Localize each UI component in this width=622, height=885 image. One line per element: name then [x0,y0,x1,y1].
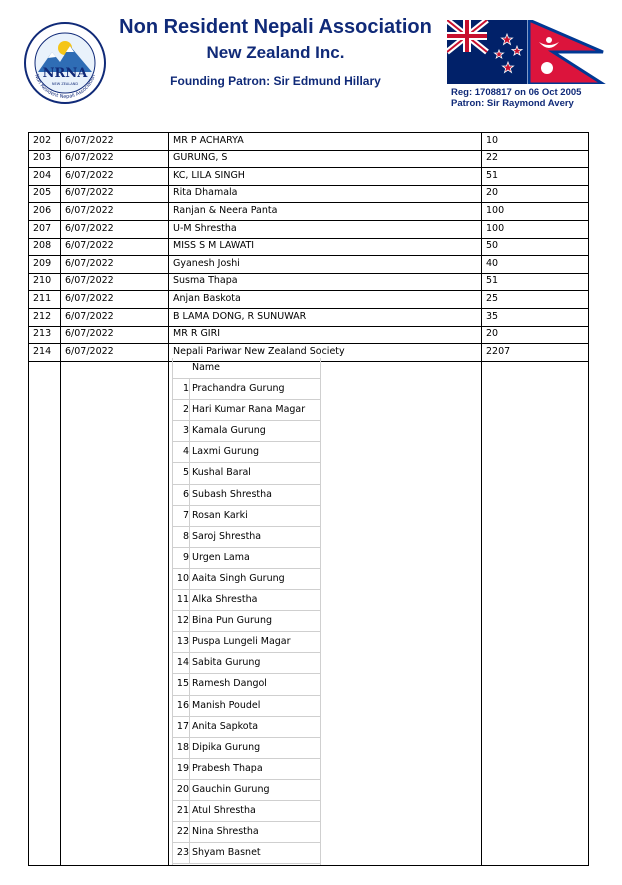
member-row [172,421,320,442]
member-number: 17 [176,720,189,732]
table-rule [28,273,589,274]
member-number: 7 [182,509,189,521]
member-name: Nina Shrestha [192,826,259,838]
row-number: 204 [33,169,52,181]
member-name: Prabesh Thapa [192,762,263,774]
registration-info [451,87,581,109]
founding-patron: Founding Patron: Sir Edmund Hillary [170,74,381,88]
donation-amount: 51 [486,169,499,181]
member-name: Manish Poudel [192,699,261,711]
member-row [172,653,320,674]
table-rule [28,132,589,133]
member-row [172,569,320,590]
member-name: Bina Pun Gurung [192,615,273,627]
donor-name: MISS S M LAWATI [173,240,255,252]
row-number: 208 [33,240,52,252]
member-name: Dipika Gurung [192,741,261,753]
member-column-divider [189,843,190,863]
member-name: Hari Kumar Rana Magar [192,404,306,416]
row-date: 6/07/2022 [65,187,114,199]
member-name: Atul Shrestha [192,804,256,816]
donor-name: Anjan Baskota [173,292,241,304]
member-column-divider [189,759,190,779]
row-date: 6/07/2022 [65,257,114,269]
donation-amount: 100 [486,204,505,216]
row-number: 207 [33,222,52,234]
nrna-logo-icon [24,22,106,104]
table-rule [28,343,589,344]
member-row [172,717,320,738]
member-number: 8 [182,530,189,542]
member-row [172,442,320,463]
row-number: 209 [33,257,52,269]
member-number: 18 [176,741,189,753]
row-number: 203 [33,152,52,164]
member-column-divider [189,590,190,610]
donor-name: KC, LILA SINGH [173,169,245,181]
donor-name: Nepali Pariwar New Zealand Society [173,345,345,357]
row-date: 6/07/2022 [65,204,114,216]
member-name: Puspa Lungeli Magar [192,636,291,648]
donor-name: Susma Thapa [173,275,238,287]
member-column-divider [189,696,190,716]
table-rule [28,185,589,186]
member-row [172,801,320,822]
row-number: 210 [33,275,52,287]
table-rule [28,290,589,291]
member-number: 19 [176,762,189,774]
donor-name: Gyanesh Joshi [173,257,240,269]
member-column-divider [189,421,190,441]
table-rule [28,238,589,239]
member-name: Aaita Singh Gurung [192,572,285,584]
row-number: 202 [33,134,52,146]
table-rule [28,150,589,151]
member-name: Kamala Gurung [192,425,266,437]
row-date: 6/07/2022 [65,310,114,322]
table-rule [28,220,589,221]
member-name: Laxmi Gurung [192,446,260,458]
donation-amount: 51 [486,275,499,287]
table-rule [28,167,589,168]
member-column-divider [189,822,190,842]
donation-amount: 35 [486,310,499,322]
row-number: 213 [33,328,52,340]
member-name: Gauchin Gurung [192,783,270,795]
members-table-header [172,358,320,379]
donation-amount: 50 [486,240,499,252]
member-column-divider [189,674,190,694]
donation-amount: 20 [486,187,499,199]
member-row [172,822,320,843]
member-row [172,485,320,506]
member-number: 14 [176,657,189,669]
donation-amount: 20 [486,328,499,340]
member-number: 13 [176,636,189,648]
members-header-label: Name [192,362,221,373]
member-number: 12 [176,615,189,627]
member-number: 6 [182,488,189,500]
member-number: 10 [176,572,189,584]
row-date: 6/07/2022 [65,134,114,146]
member-column-divider [189,485,190,505]
member-name: Prachandra Gurung [192,383,285,395]
table-rule [28,326,589,327]
table-rule [28,202,589,203]
member-row [172,400,320,421]
registration-number: Reg: 1708817 on 06 Oct 2005 [451,87,582,98]
member-number: 15 [176,678,189,690]
table-column-rule [588,132,589,866]
member-name: Sabita Gurung [192,657,261,669]
row-number: 205 [33,187,52,199]
member-name: Anita Sapkota [192,720,259,732]
member-number: 16 [176,699,189,711]
table-column-rule [28,132,29,866]
member-number: 20 [176,783,189,795]
row-number: 214 [33,345,52,357]
member-row [172,632,320,653]
donation-amount: 25 [486,292,499,304]
member-name: Subash Shrestha [192,488,273,500]
table-column-rule [60,132,61,866]
member-row [172,780,320,801]
member-name: Rosan Karki [192,509,248,521]
member-row [172,674,320,695]
member-column-divider [189,379,190,399]
member-name: Shyam Basnet [192,847,261,859]
row-date: 6/07/2022 [65,222,114,234]
member-row [172,548,320,569]
member-column-divider [189,632,190,652]
member-column-divider [189,569,190,589]
nz-flag-icon [447,20,527,84]
row-date: 6/07/2022 [65,292,114,304]
member-row [172,506,320,527]
donor-name: Ranjan & Neera Panta [173,204,278,216]
member-name: Alka Shrestha [192,594,258,606]
members-table [172,358,320,864]
member-column-divider [189,527,190,547]
org-name: Non Resident Nepali Association [119,16,432,38]
member-name: Kushal Baral [192,467,251,479]
member-column-divider [189,506,190,526]
member-row [172,843,320,864]
member-number: 21 [176,804,189,816]
member-row [172,738,320,759]
member-name: Ramesh Dangol [192,678,267,690]
donor-name: U-M Shrestha [173,222,237,234]
donor-name: Rita Dhamala [173,187,238,199]
nepal-flag-icon [529,20,603,84]
member-row [172,379,320,400]
member-name: Urgen Lama [192,551,250,563]
row-date: 6/07/2022 [65,275,114,287]
donor-name: B LAMA DONG, R SUNUWAR [173,310,307,322]
org-subtitle: New Zealand Inc. [206,43,345,62]
member-row [172,463,320,484]
donation-amount: 22 [486,152,499,164]
member-row [172,696,320,717]
row-date: 6/07/2022 [65,169,114,181]
member-row [172,759,320,780]
member-number: 4 [182,446,189,458]
svg-text:NEW ZEALAND: NEW ZEALAND [51,82,79,86]
member-number: 22 [176,826,189,838]
donation-amount: 10 [486,134,499,146]
table-rule [28,865,589,866]
donor-name: GURUNG, S [173,152,228,164]
member-row [172,527,320,548]
member-column-divider [189,463,190,483]
flags-icon [447,20,607,84]
inner-table-border-right [320,358,321,865]
member-column-divider [189,717,190,737]
donor-name: MR R GIRI [173,328,221,340]
member-number: 1 [182,383,189,395]
row-number: 206 [33,204,52,216]
member-column-divider [189,548,190,568]
table-column-rule [481,132,482,866]
member-number: 3 [182,425,189,437]
member-number: 9 [182,551,189,563]
patron-info: Patron: Sir Raymond Avery [451,98,574,109]
donation-amount: 100 [486,222,505,234]
table-column-rule [168,132,169,866]
donation-amount: 2207 [486,345,511,357]
member-column-divider [189,400,190,420]
member-column-divider [189,653,190,673]
member-number: 23 [176,847,189,859]
member-column-divider [189,801,190,821]
donor-name: MR P ACHARYA [173,134,244,146]
svg-text:Non Resident Nepali Associatio: Non Resident Nepali Association [33,73,97,101]
row-date: 6/07/2022 [65,240,114,252]
member-number: 5 [182,467,189,479]
row-date: 6/07/2022 [65,152,114,164]
member-row [172,590,320,611]
member-name: Saroj Shrestha [192,530,262,542]
row-date: 6/07/2022 [65,345,114,357]
row-number: 211 [33,292,52,304]
donation-amount: 40 [486,257,499,269]
row-date: 6/07/2022 [65,328,114,340]
member-column-divider [189,442,190,462]
member-number: 11 [176,594,189,606]
member-column-divider [189,611,190,631]
table-rule [28,255,589,256]
member-row [172,611,320,632]
row-number: 212 [33,310,52,322]
member-column-divider [189,738,190,758]
svg-text:NRNA: NRNA [42,66,88,81]
letterhead [0,0,622,125]
member-column-divider [189,780,190,800]
table-rule [28,308,589,309]
member-number: 2 [182,404,189,416]
